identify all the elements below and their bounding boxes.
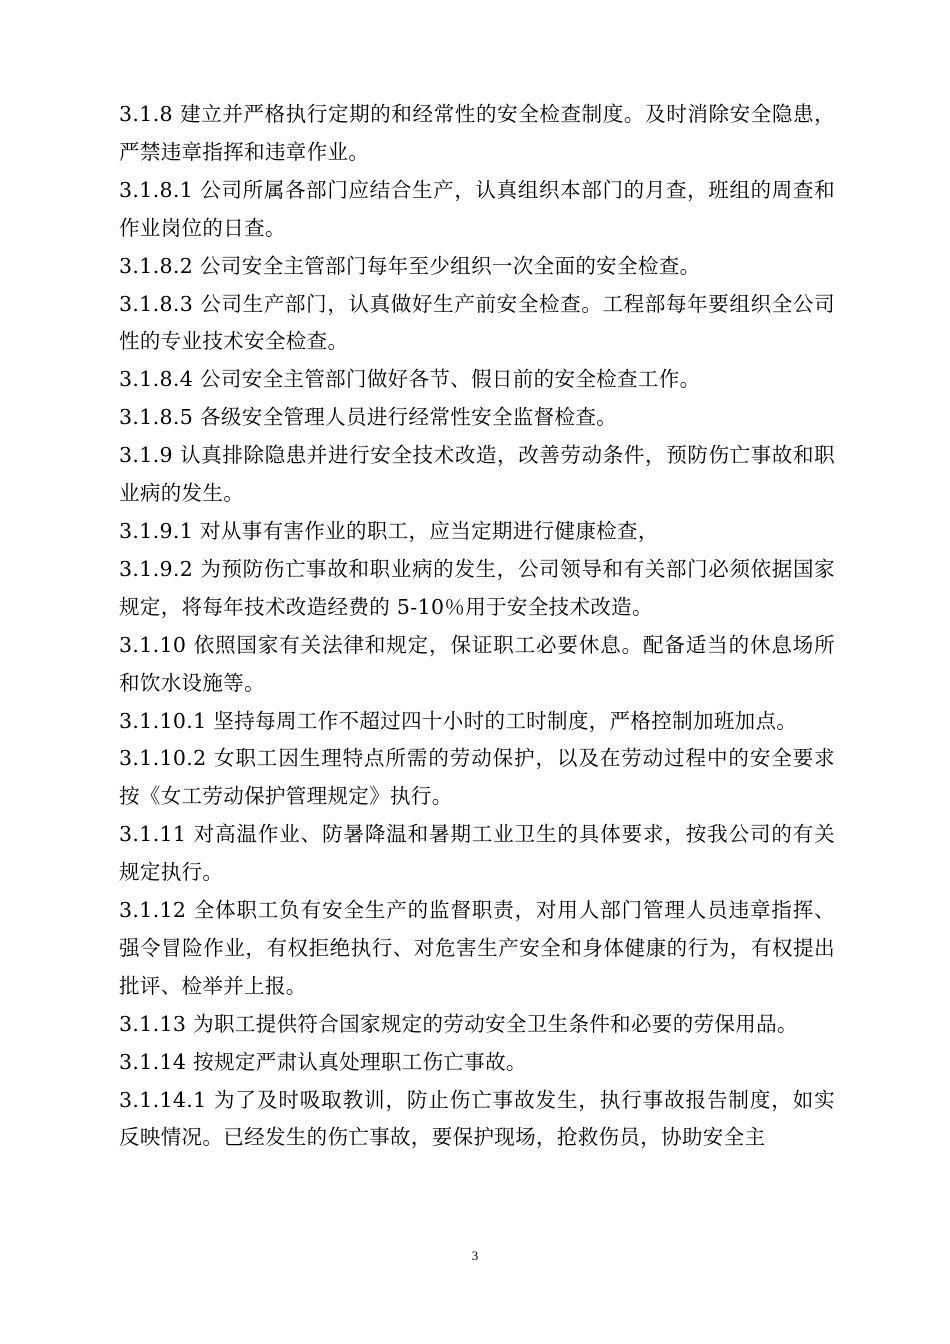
paragraph-3-1-8: 3.1.8 建立并严格执行定期的和经常性的安全检查制度。及时消除安全隐患，严禁违章指挥和违章作业。 [119, 102, 835, 164]
paragraph-3-1-9-1: 3.1.9.1 对从事有害作业的职工，应当定期进行健康检查， [119, 518, 659, 543]
document-body [119, 96, 835, 1157]
paragraph-3-1-10-2: 3.1.10.2 女职工因生理特点所需的劳动保护，以及在劳动过程中的安全要求按《女工劳动保护管理规定》执行。 [119, 746, 835, 809]
paragraph-3-1-10-1: 3.1.10.1 坚持每周工作不超过四十小时的工时制度，严格控制加班加点。 [119, 708, 798, 733]
paragraph-3-1-8-1: 3.1.8.1 公司所属各部门应结合生产，认真组织本部门的月查，班组的周查和作业岗位的日查。 [119, 177, 835, 240]
paragraph-3-1-10: 3.1.10 依照国家有关法律和规定，保证职工必要休息。配备适当的休息场所和饮水设施等。 [119, 632, 835, 695]
paragraph-3-1-9-2: 3.1.9.2 为预防伤亡事故和职业病的发生，公司领导和有关部门必须依据国家规定，将每年技术改造经费的 5-10％用于安全技术改造。 [119, 556, 835, 619]
paragraph-3-1-8-5: 3.1.8.5 各级安全管理人员进行经常性安全监督检查。 [119, 405, 618, 430]
paragraph-3-1-8-4: 3.1.8.4 公司安全主管部门做好各节、假日前的安全检查工作。 [119, 367, 701, 392]
paragraph-3-1-13: 3.1.13 为职工提供符合国家规定的劳动安全卫生条件和必要的劳保用品。 [119, 1011, 798, 1036]
paragraph-3-1-14: 3.1.14 按规定严肃认真处理职工伤亡事故。 [119, 1049, 527, 1074]
page-number: 3 [471, 1248, 479, 1263]
paragraph-3-1-8-3: 3.1.8.3 公司生产部门，认真做好生产前安全检查。工程部每年要组织全公司性的专业技术安全检查。 [119, 291, 835, 354]
paragraph-3-1-8-2: 3.1.8.2 公司安全主管部门每年至少组织一次全面的安全检查。 [119, 253, 701, 278]
paragraph-3-1-14-1: 3.1.14.1 为了及时吸取教训，防止伤亡事故发生，执行事故报告制度，如实反映情况。已经发生的伤亡事故，要保护现场，抢救伤员，协助安全主 [119, 1087, 835, 1150]
paragraph-3-1-12: 3.1.12 全体职工负有安全生产的监督职责，对用人部门管理人员违章指挥、强令冒险作业，有权拒绝执行、对危害生产安全和身体健康的行为，有权提出批评、检举并上报。 [119, 898, 835, 998]
paragraph-3-1-11: 3.1.11 对高温作业、防暑降温和暑期工业卫生的具体要求，按我公司的有关规定执行。 [119, 822, 835, 885]
paragraph-3-1-9: 3.1.9 认真排除隐患并进行安全技术改造，改善劳动条件，预防伤亡事故和职业病的发生。 [119, 443, 835, 506]
